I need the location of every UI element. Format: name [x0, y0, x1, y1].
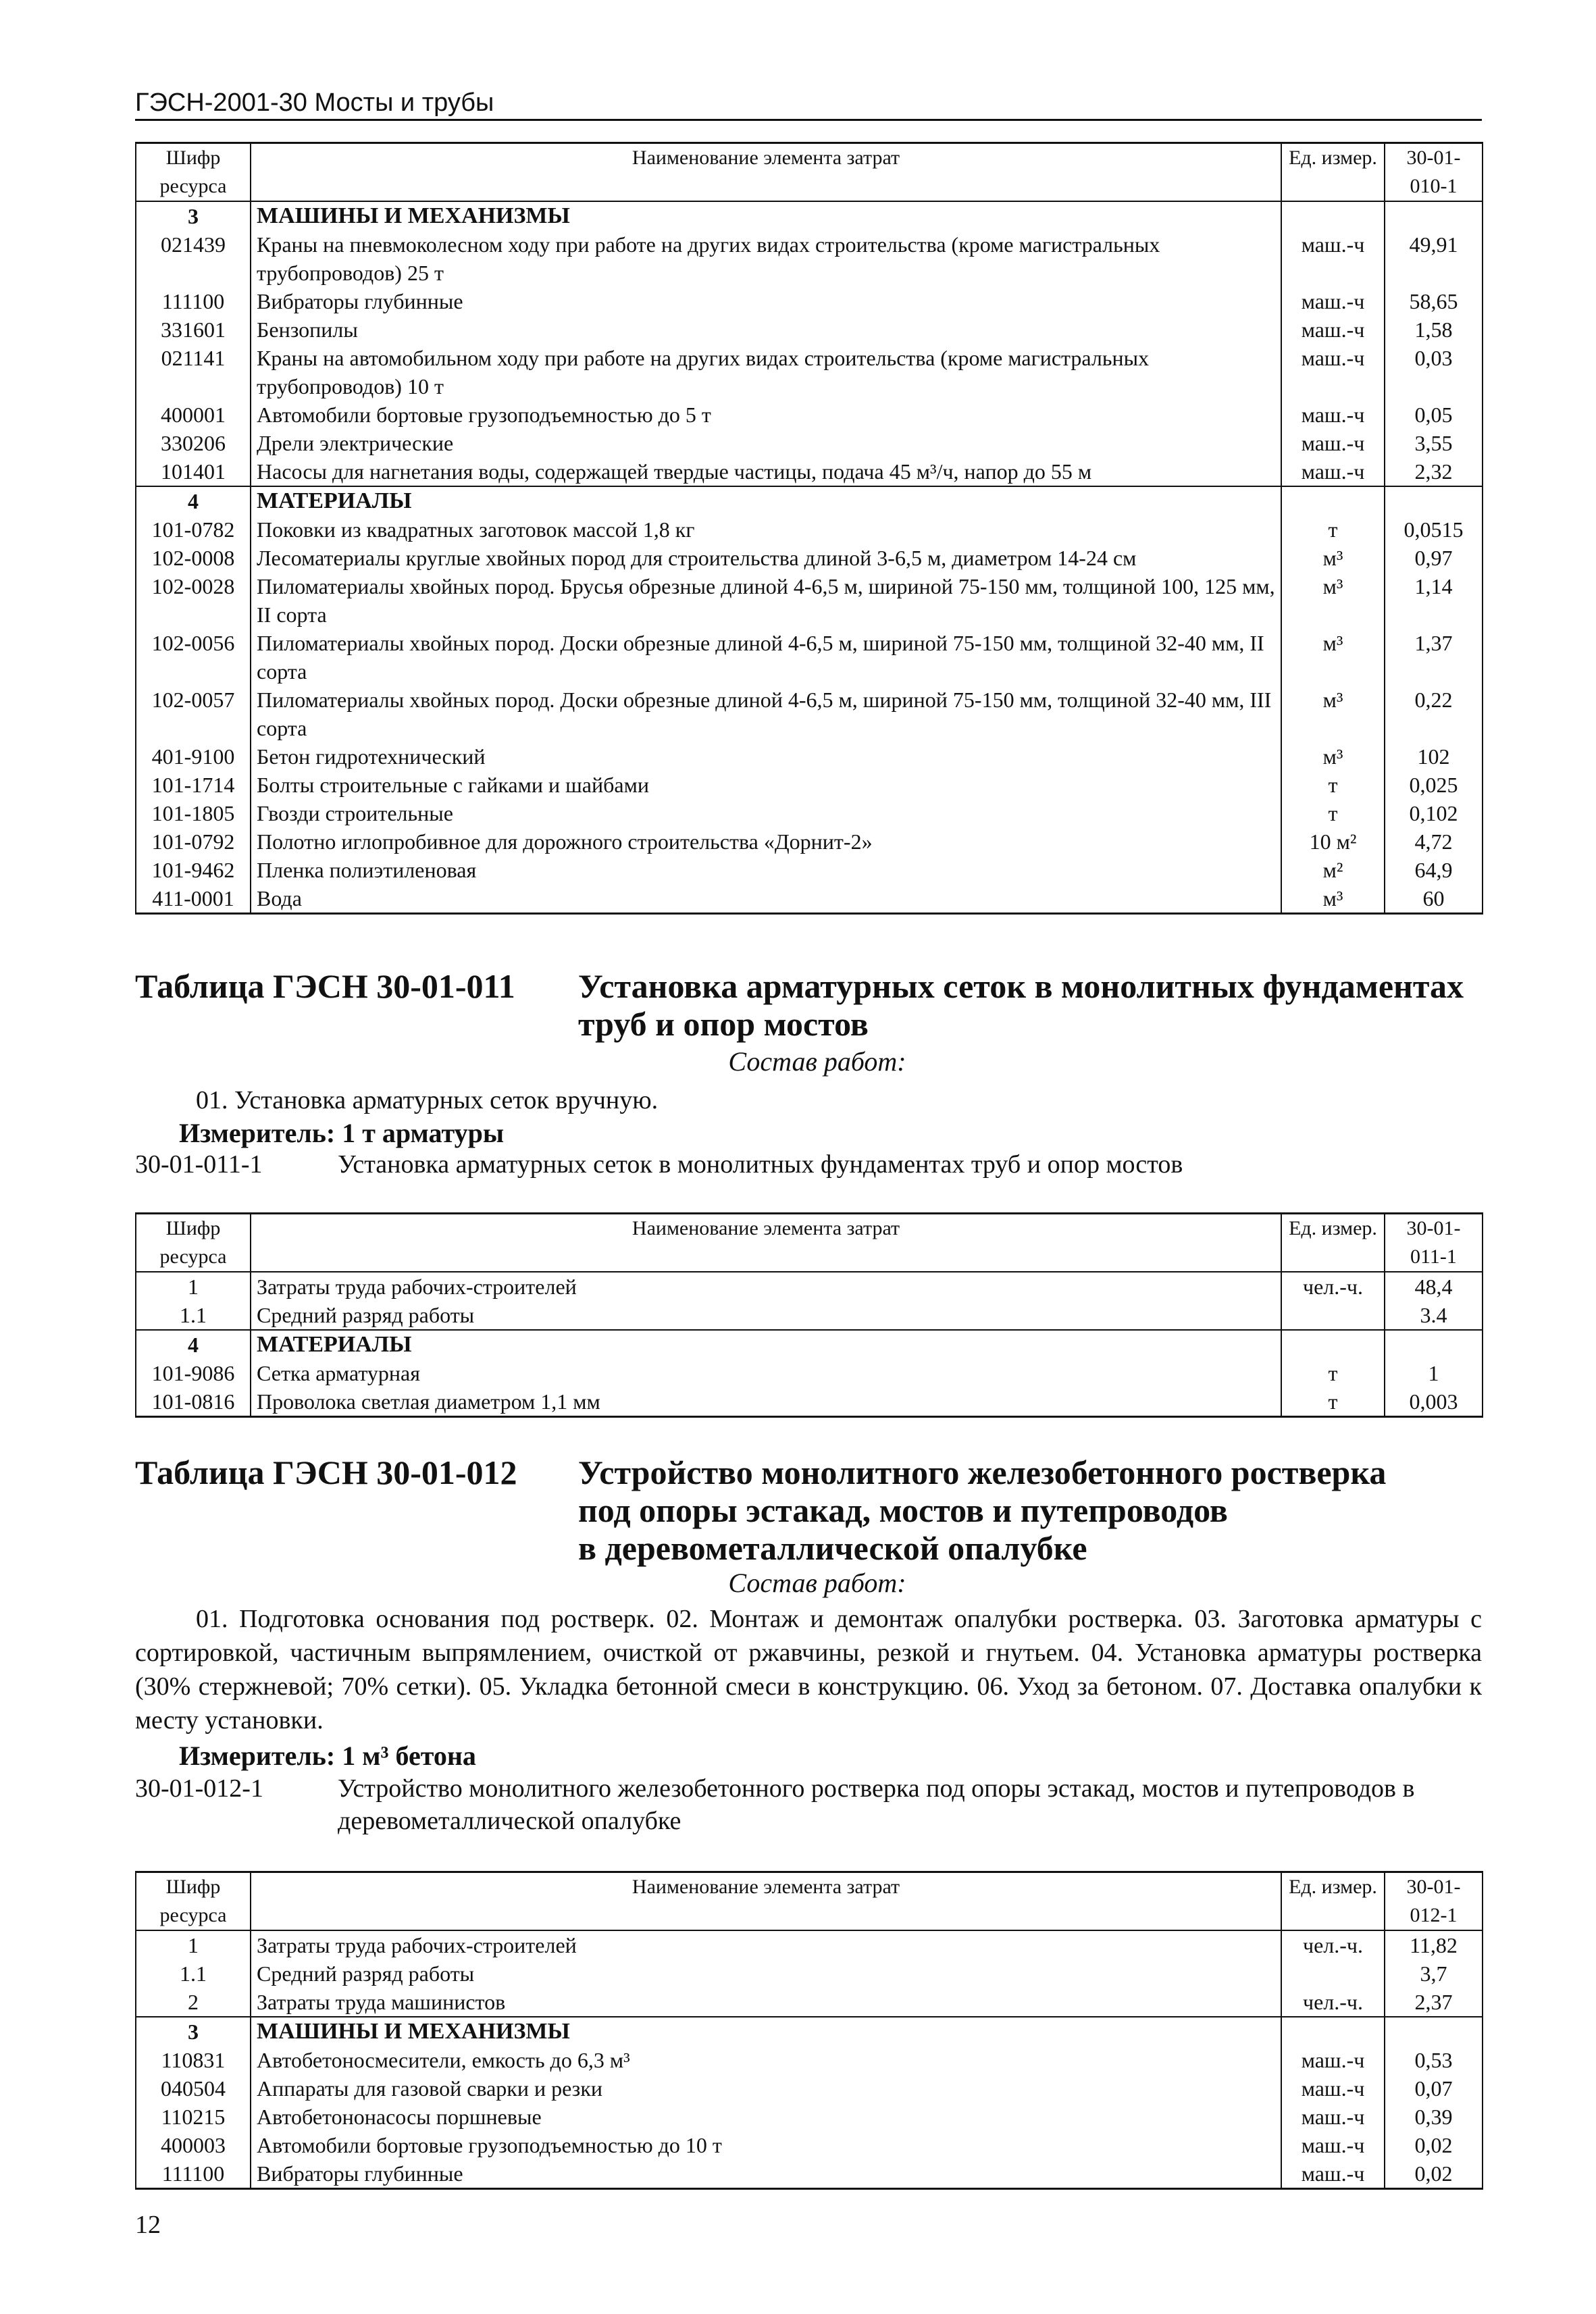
cell-code: 111100 [136, 287, 251, 315]
table-row [136, 344, 1483, 401]
table-row [136, 572, 1483, 629]
cell-value: 0,102 [1385, 799, 1483, 827]
cell-code: 101-1805 [136, 799, 251, 827]
table-row [136, 2046, 1483, 2074]
cell-value: 102 [1385, 742, 1483, 771]
table-row [136, 2103, 1483, 2131]
cell-unit: м³ [1281, 572, 1385, 629]
cell-value: 60 [1385, 884, 1483, 914]
cell-value: 0,02 [1385, 2159, 1483, 2189]
cell-code: 4 [136, 486, 251, 515]
table-row [136, 742, 1483, 771]
cell-value: 3.4 [1385, 1301, 1483, 1330]
cell-name: Гвозди строительные [251, 799, 1281, 827]
cell-code: 3 [136, 2017, 251, 2046]
cell-value: 0,97 [1385, 544, 1483, 572]
cell-name: Дрели электрические [251, 429, 1281, 457]
norm-item-text: Устройство монолитного железобетонного ростверка под опоры эстакад, мостов и путепроводов в деревометаллической опалубке [338, 1774, 1415, 1835]
cell-code: 101-1714 [136, 771, 251, 799]
cell-code: 1.1 [136, 1301, 251, 1330]
cell-name: Затраты труда рабочих-строителей [251, 1930, 1281, 1959]
table-row [136, 1988, 1483, 2017]
cell-unit: чел.-ч. [1281, 1930, 1385, 1959]
cell-name: Пиломатериалы хвойных пород. Доски обрезные длиной 4-6,5 м, шириной 75-150 мм, толщиной 32-40 мм, II сорта [251, 629, 1281, 686]
cell-unit: маш.-ч [1281, 287, 1385, 315]
composition-label: Состав работ: [728, 1046, 906, 1077]
cell-code: 331601 [136, 315, 251, 344]
table-row [136, 629, 1483, 686]
cell-unit: маш.-ч [1281, 2131, 1385, 2159]
table-row [136, 799, 1483, 827]
composition-text: 01. Установка арматурных сеток вручную. [196, 1086, 659, 1114]
cell-name: Средний разряд работы [251, 1301, 1281, 1330]
composition-text: 01. Подготовка основания под ростверк. 02. Монтаж и демонтаж опалубки ростверка. 03. Заготовка арматуры с сортировкой, частичным выпрямлением, очисткой от ржавчины, резкой и гнутьем. 04. Установка арматуры ростверка (30% стержневой; 70% сетки). 05. Укладка бетонной смеси в конструкцию. 06. Уход за бетоном. 07. Доставка опалубки к месту установки. [135, 1605, 1482, 1734]
cell-value [1385, 201, 1483, 230]
cell-name: Краны на автомобильном ходу при работе на других видах строительства (кроме магистральных трубопроводов) 10 т [251, 344, 1281, 401]
cell-code: 3 [136, 201, 251, 230]
cell-value: 11,82 [1385, 1930, 1483, 1959]
cell-name: Пиломатериалы хвойных пород. Брусья обрезные длиной 4-6,5 м, шириной 75-150 мм, толщиной 100, 125 мм, II сорта [251, 572, 1281, 629]
table-header-row [136, 143, 1483, 202]
cell-value: 48,4 [1385, 1272, 1483, 1301]
cell-unit: т [1281, 1359, 1385, 1387]
cell-value: 0,03 [1385, 344, 1483, 401]
cell-code: 040504 [136, 2074, 251, 2103]
cell-value: 1 [1385, 1359, 1483, 1387]
cell-value: 0,05 [1385, 401, 1483, 429]
cell-name: Краны на пневмоколесном ходу при работе на других видах строительства (кроме магистральных трубопроводов) 25 т [251, 230, 1281, 287]
cell-unit [1281, 201, 1385, 230]
measure-unit: Измеритель: 1 м³ бетона [179, 1741, 476, 1771]
cell-unit: м³ [1281, 686, 1385, 742]
cell-unit: чел.-ч. [1281, 1988, 1385, 2017]
cell-code: 400003 [136, 2131, 251, 2159]
cell-unit: м³ [1281, 629, 1385, 686]
composition-label: Состав работ: [728, 1568, 906, 1598]
cell-name: Пленка полиэтиленовая [251, 856, 1281, 884]
table-row [136, 429, 1483, 457]
header-name: Наименование элемента затрат [251, 143, 1281, 202]
cell-value: 3,7 [1385, 1959, 1483, 1988]
page-number: 12 [135, 2211, 161, 2239]
cell-code: 1 [136, 1272, 251, 1301]
header-norm-code: 30-01-010-1 [1385, 143, 1483, 202]
cell-code: 330206 [136, 429, 251, 457]
cell-unit: м³ [1281, 742, 1385, 771]
table-row [136, 1959, 1483, 1988]
cell-name: Полотно иглопробивное для дорожного строительства «Дорнит-2» [251, 827, 1281, 856]
cell-name: МАТЕРИАЛЫ [251, 1330, 1281, 1359]
cell-name: Пиломатериалы хвойных пород. Доски обрезные длиной 4-6,5 м, шириной 75-150 мм, толщиной 32-40 мм, III сорта [251, 686, 1281, 742]
table-row [136, 1387, 1483, 1417]
table-row [136, 2131, 1483, 2159]
table-row [136, 457, 1483, 486]
cell-value: 0,0515 [1385, 515, 1483, 544]
cell-name: Затраты труда рабочих-строителей [251, 1272, 1281, 1301]
table-title-30-01-011: Установка арматурных сеток в монолитных фундаментах труб и опор мостов [578, 967, 1464, 1043]
norm-item-code: 30-01-012-1 [135, 1774, 263, 1803]
resource-table-30-01-012 [135, 1871, 1483, 2190]
cell-code: 101-0782 [136, 515, 251, 544]
cell-unit: маш.-ч [1281, 2159, 1385, 2189]
table-row [136, 515, 1483, 544]
cell-code: 021141 [136, 344, 251, 401]
cell-value [1385, 2017, 1483, 2046]
cell-name: Автобетоносмесители, емкость до 6,3 м³ [251, 2046, 1281, 2074]
cell-code: 4 [136, 1330, 251, 1359]
cell-unit: маш.-ч [1281, 457, 1385, 486]
cell-code: 102-0008 [136, 544, 251, 572]
cell-name: Бензопилы [251, 315, 1281, 344]
table-label-30-01-012: Таблица ГЭСН 30-01-012 [135, 1454, 517, 1491]
cell-unit: маш.-ч [1281, 2103, 1385, 2131]
cell-code: 1 [136, 1930, 251, 1959]
cell-code: 401-9100 [136, 742, 251, 771]
cell-code: 101-9462 [136, 856, 251, 884]
cell-unit [1281, 2017, 1385, 2046]
table-row [136, 544, 1483, 572]
cell-code: 110215 [136, 2103, 251, 2131]
resource-table-30-01-010 [135, 142, 1483, 915]
cell-unit [1281, 1330, 1385, 1359]
cell-name: Вибраторы глубинные [251, 287, 1281, 315]
header-code: Шифр ресурса [136, 1872, 251, 1931]
header-norm-code: 30-01-011-1 [1385, 1214, 1483, 1272]
table-row [136, 315, 1483, 344]
cell-code: 101-0816 [136, 1387, 251, 1417]
table-row [136, 1930, 1483, 1959]
cell-name: Вибраторы глубинные [251, 2159, 1281, 2189]
table-row [136, 287, 1483, 315]
cell-unit: маш.-ч [1281, 2074, 1385, 2103]
cell-code: 101401 [136, 457, 251, 486]
cell-value: 0,02 [1385, 2131, 1483, 2159]
table-row [136, 2159, 1483, 2189]
cell-unit: м³ [1281, 884, 1385, 914]
cell-code: 102-0028 [136, 572, 251, 629]
table-row [136, 856, 1483, 884]
cell-unit: м³ [1281, 544, 1385, 572]
cell-name: Насосы для нагнетания воды, содержащей твердые частицы, подача 45 м³/ч, напор до 55 м [251, 457, 1281, 486]
cell-code: 411-0001 [136, 884, 251, 914]
cell-unit: маш.-ч [1281, 429, 1385, 457]
running-header: ГЭСН-2001-30 Мосты и трубы [135, 86, 1482, 121]
cell-name: Автобетононасосы поршневые [251, 2103, 1281, 2131]
table-row [136, 771, 1483, 799]
cell-value: 2,32 [1385, 457, 1483, 486]
cell-unit [1281, 1959, 1385, 1988]
table-row [136, 230, 1483, 287]
table-row [136, 1272, 1483, 1301]
cell-value: 0,53 [1385, 2046, 1483, 2074]
cell-code: 1.1 [136, 1959, 251, 1988]
measure-unit: Измеритель: 1 т арматуры [179, 1118, 505, 1148]
cell-value: 0,22 [1385, 686, 1483, 742]
cell-code: 2 [136, 1988, 251, 2017]
table-row [136, 1301, 1483, 1330]
cell-unit: т [1281, 515, 1385, 544]
cell-value: 1,58 [1385, 315, 1483, 344]
cell-name: Поковки из квадратных заготовок массой 1,8 кг [251, 515, 1281, 544]
section-row [136, 1330, 1483, 1359]
cell-code: 400001 [136, 401, 251, 429]
cell-unit: чел.-ч. [1281, 1272, 1385, 1301]
cell-unit: т [1281, 771, 1385, 799]
cell-name: Проволока светлая диаметром 1,1 мм [251, 1387, 1281, 1417]
cell-name: Автомобили бортовые грузоподъемностью до 10 т [251, 2131, 1281, 2159]
cell-value: 64,9 [1385, 856, 1483, 884]
title-line: в деревометаллической опалубке [578, 1529, 1087, 1567]
cell-unit [1281, 486, 1385, 515]
cell-value: 0,025 [1385, 771, 1483, 799]
cell-name: Аппараты для газовой сварки и резки [251, 2074, 1281, 2103]
cell-unit: маш.-ч [1281, 315, 1385, 344]
table-label-30-01-011: Таблица ГЭСН 30-01-011 [135, 967, 515, 1005]
cell-unit: маш.-ч [1281, 230, 1385, 287]
header-unit: Ед. измер. [1281, 1872, 1385, 1931]
cell-unit: т [1281, 1387, 1385, 1417]
table-row [136, 1359, 1483, 1387]
cell-name: Бетон гидротехнический [251, 742, 1281, 771]
cell-code: 102-0057 [136, 686, 251, 742]
cell-value: 4,72 [1385, 827, 1483, 856]
cell-value: 0,003 [1385, 1387, 1483, 1417]
cell-code: 102-0056 [136, 629, 251, 686]
cell-name: Вода [251, 884, 1281, 914]
cell-unit: 10 м² [1281, 827, 1385, 856]
header-code: Шифр ресурса [136, 1214, 251, 1272]
table-row [136, 401, 1483, 429]
cell-code: 101-9086 [136, 1359, 251, 1387]
cell-name: Автомобили бортовые грузоподъемностью до 5 т [251, 401, 1281, 429]
section-row [136, 201, 1483, 230]
section-row [136, 486, 1483, 515]
title-line: Устройство монолитного железобетонного ростверка [578, 1454, 1387, 1491]
cell-code: 021439 [136, 230, 251, 287]
cell-name: Болты строительные с гайками и шайбами [251, 771, 1281, 799]
cell-value: 1,14 [1385, 572, 1483, 629]
title-line: под опоры эстакад, мостов и путепроводов [578, 1491, 1228, 1529]
section-row [136, 2017, 1483, 2046]
cell-unit: т [1281, 799, 1385, 827]
cell-unit [1281, 1301, 1385, 1330]
header-unit: Ед. измер. [1281, 143, 1385, 202]
table-row [136, 2074, 1483, 2103]
table-title-30-01-012 [578, 1454, 1482, 1567]
cell-code: 111100 [136, 2159, 251, 2189]
cell-unit: маш.-ч [1281, 2046, 1385, 2074]
table-header-row [136, 1872, 1483, 1931]
cell-code: 110831 [136, 2046, 251, 2074]
header-name: Наименование элемента затрат [251, 1872, 1281, 1931]
cell-name: МАШИНЫ И МЕХАНИЗМЫ [251, 2017, 1281, 2046]
cell-code: 101-0792 [136, 827, 251, 856]
cell-value: 3,55 [1385, 429, 1483, 457]
norm-item-text: Установка арматурных сеток в монолитных фундаментах труб и опор мостов [338, 1150, 1183, 1179]
cell-unit: маш.-ч [1281, 401, 1385, 429]
cell-value: 49,91 [1385, 230, 1483, 287]
cell-value: 58,65 [1385, 287, 1483, 315]
header-name: Наименование элемента затрат [251, 1214, 1281, 1272]
table-row [136, 884, 1483, 914]
cell-name: МАТЕРИАЛЫ [251, 486, 1281, 515]
header-norm-code: 30-01-012-1 [1385, 1872, 1483, 1931]
table-header-row [136, 1214, 1483, 1272]
cell-name: Затраты труда машинистов [251, 1988, 1281, 2017]
cell-unit: маш.-ч [1281, 344, 1385, 401]
cell-name: Лесоматериалы круглые хвойных пород для строительства длиной 3-6,5 м, диаметром 14-24 см [251, 544, 1281, 572]
cell-name: Средний разряд работы [251, 1959, 1281, 1988]
resource-table-30-01-011 [135, 1212, 1483, 1418]
cell-value: 0,07 [1385, 2074, 1483, 2103]
cell-name: Сетка арматурная [251, 1359, 1281, 1387]
norm-item-code: 30-01-011-1 [135, 1150, 263, 1179]
cell-value: 2,37 [1385, 1988, 1483, 2017]
table-row [136, 827, 1483, 856]
cell-unit: м² [1281, 856, 1385, 884]
table-row [136, 686, 1483, 742]
cell-value: 1,37 [1385, 629, 1483, 686]
cell-value [1385, 1330, 1483, 1359]
header-code: Шифр ресурса [136, 143, 251, 202]
cell-value [1385, 486, 1483, 515]
cell-name: МАШИНЫ И МЕХАНИЗМЫ [251, 201, 1281, 230]
cell-value: 0,39 [1385, 2103, 1483, 2131]
header-unit: Ед. измер. [1281, 1214, 1385, 1272]
